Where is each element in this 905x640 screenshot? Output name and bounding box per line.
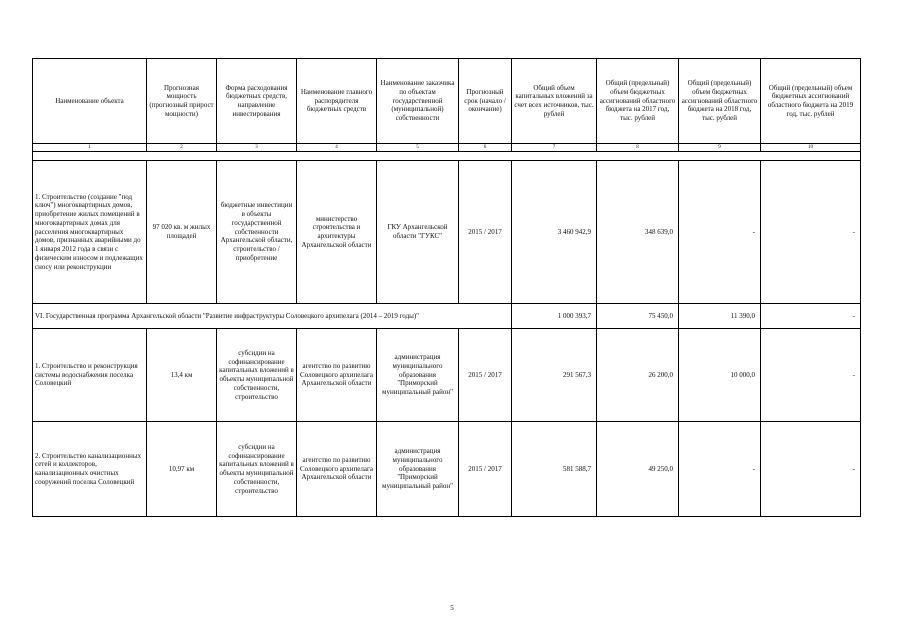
spacer-row xyxy=(33,152,861,161)
total-investment: 581 588,7 xyxy=(512,422,597,517)
column-number: 5 xyxy=(377,144,459,152)
program-title: VI. Государственная программа Архангельской области "Развитие инфраструктуры Соловецкого архипелага (2014 – 2019 годы)" xyxy=(33,304,512,329)
spending-form: субсидии на софинансирование капитальных вложений в объекты муниципальной собственности, строительство xyxy=(217,329,297,422)
header-customer: Наименование заказчика по объектам государственной (муниципальной) собственности xyxy=(377,59,459,144)
column-number: 7 xyxy=(512,144,597,152)
budget-2017: 26 200,0 xyxy=(597,329,679,422)
total-investment: 3 460 942,9 xyxy=(512,161,597,304)
budget-2018: - xyxy=(679,161,761,304)
header-object-name: Наименование объекта xyxy=(33,59,147,144)
customer: ГКУ Архангельской области "ГУКС" xyxy=(377,161,459,304)
header-spending-form: Форма расходования бюджетных средств, направление инвестирования xyxy=(217,59,297,144)
column-number: 1 xyxy=(33,144,147,152)
budget-2019: - xyxy=(761,161,861,304)
capital-investment-table xyxy=(32,58,861,517)
budget-2019: - xyxy=(761,329,861,422)
budget-manager: агентство по развитию Соловецкого архипелага Архангельской области xyxy=(297,422,377,517)
object-name: 1. Строительство и реконструкция системы водоснабжения поселка Соловецкий xyxy=(33,329,147,422)
header-term: Прогнозный срок (начало / окончание) xyxy=(459,59,512,144)
header-total-investment: Общий объем капитальных вложений за счет всех источников, тыс. рублей xyxy=(512,59,597,144)
header-budget-2017: Общий (предельный) объем бюджетных ассигнований областного бюджета на 2017 год, тыс. рублей xyxy=(597,59,679,144)
term: 2015 / 2017 xyxy=(459,422,512,517)
term: 2015 / 2017 xyxy=(459,329,512,422)
budget-2018: 10 000,0 xyxy=(679,329,761,422)
column-number: 3 xyxy=(217,144,297,152)
program-row xyxy=(33,304,861,329)
column-number: 8 xyxy=(597,144,679,152)
capacity: 13,4 км xyxy=(147,329,217,422)
header-row xyxy=(33,59,861,144)
column-number: 2 xyxy=(147,144,217,152)
customer: администрация муниципального образования "Приморский муниципальный район" xyxy=(377,422,459,517)
column-number: 6 xyxy=(459,144,512,152)
program-2019: - xyxy=(761,304,861,329)
column-number: 10 xyxy=(761,144,861,152)
budget-2017: 348 639,0 xyxy=(597,161,679,304)
budget-2017: 49 250,0 xyxy=(597,422,679,517)
column-number-row xyxy=(33,144,861,152)
page-number: 5 xyxy=(450,604,454,612)
budget-manager: министерство строительства и архитектуры Архангельской области xyxy=(297,161,377,304)
header-budget-2018: Общий (предельный) объем бюджетных ассигнований областного бюджета на 2018 год, тыс. рублей xyxy=(679,59,761,144)
program-2018: 11 390,0 xyxy=(679,304,761,329)
spending-form: субсидии на софинансирование капитальных вложений в объекты муниципальной собственности, строительство xyxy=(217,422,297,517)
table-row xyxy=(33,161,861,304)
header-capacity: Прогнозная мощность (прогнозный прирост мощности) xyxy=(147,59,217,144)
budget-manager: агентство по развитию Соловецкого архипелага Архангельской области xyxy=(297,329,377,422)
capacity: 97 020 кв. м жилых площадей xyxy=(147,161,217,304)
spending-form: бюджетные инвестиции в объекты государственной собственности Архангельской области, строительство / приобретение xyxy=(217,161,297,304)
table-row xyxy=(33,329,861,422)
program-total: 1 000 393,7 xyxy=(512,304,597,329)
column-number: 9 xyxy=(679,144,761,152)
budget-2019: - xyxy=(761,422,861,517)
program-2017: 75 450,0 xyxy=(597,304,679,329)
budget-2018: - xyxy=(679,422,761,517)
table-row xyxy=(33,422,861,517)
term: 2015 / 2017 xyxy=(459,161,512,304)
customer: администрация муниципального образования "Приморский муниципальный район" xyxy=(377,329,459,422)
column-number: 4 xyxy=(297,144,377,152)
object-name: 2. Строительство канализационных сетей и коллекторов, канализационных очистных сооружений поселка Соловецкий xyxy=(33,422,147,517)
capacity: 10,97 км xyxy=(147,422,217,517)
total-investment: 291 567,3 xyxy=(512,329,597,422)
object-name: 1. Строительство (создание "под ключ") многоквартирных домов, приобретение жилых помещений в многоквартирных домах для расселения многоквартирных домов, признанных аварийными до 1 января 2012 года в связи с физическим износом и подлежащих сносу или реконструкции xyxy=(33,161,147,304)
header-budget-manager: Наименование главного распорядителя бюджетных средств xyxy=(297,59,377,144)
header-budget-2019: Общий (предельный) объем бюджетных ассигнований областного бюджета на 2019 год, тыс. рублей xyxy=(761,59,861,144)
